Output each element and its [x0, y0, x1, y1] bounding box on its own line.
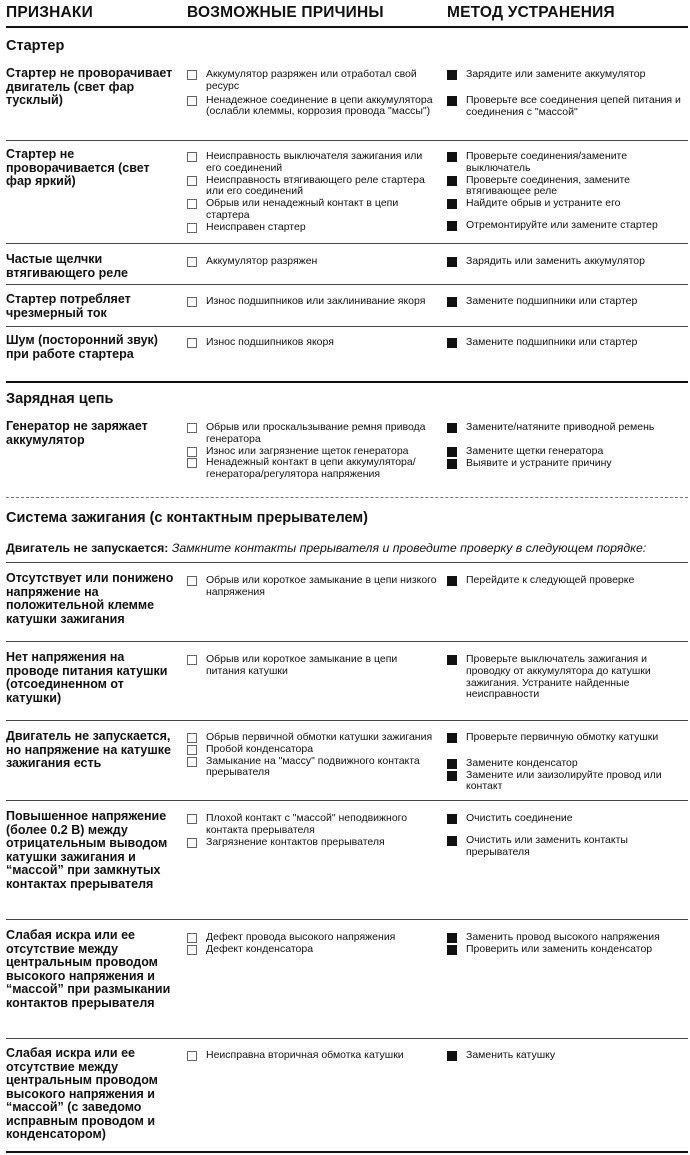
- filled-square-icon: [447, 814, 457, 824]
- fixes-list: [447, 337, 687, 349]
- header-remedy: МЕТОД УСТРАНЕНИЯ: [447, 4, 615, 21]
- checkbox-icon: [187, 814, 197, 824]
- section-title-starter: Стартер: [6, 38, 65, 54]
- cause-item: Плохой контакт с "массой" неподвижного контакта прерывателя: [187, 813, 437, 837]
- fixes-list: [447, 813, 687, 858]
- filled-square-icon: [447, 459, 457, 469]
- fix-item: Проверьте соединения/замените выключатель: [447, 151, 687, 175]
- cause-item: Аккумулятор разряжен или отработал свой ресурс: [187, 69, 437, 93]
- checkbox-icon: [187, 733, 197, 743]
- filled-square-icon: [447, 96, 457, 106]
- fix-item: Проверьте все соединения цепей питания и соединения с "массой": [447, 95, 687, 119]
- cause-item: Замыкание на "массу" подвижного контакта прерывателя: [187, 756, 437, 780]
- row-divider: [6, 243, 688, 244]
- checkbox-icon: [187, 1051, 197, 1061]
- fixes-list: [447, 151, 687, 232]
- checkbox-icon: [187, 199, 197, 209]
- row-divider: [6, 562, 688, 563]
- header-causes: ВОЗМОЖНЫЕ ПРИЧИНЫ: [187, 4, 384, 21]
- fix-item: Найдите обрыв и устраните его: [447, 198, 687, 210]
- row-divider: [6, 326, 688, 327]
- checkbox-icon: [187, 745, 197, 755]
- checkbox-icon: [187, 757, 197, 767]
- symptom-text: Частые щелчки втягивающего реле: [6, 252, 128, 280]
- cause-item: Неисправность втягивающего реле стартера или его соединений: [187, 175, 437, 199]
- checkbox-icon: [187, 655, 197, 665]
- symptom-text: Слабая искра или ее отсутствие между центральным проводом высокого напряжения и “массой” (с заведомо исправным проводом и конденсатором): [6, 1046, 158, 1141]
- fix-item: Выявите и устраните причину: [447, 458, 687, 470]
- fix-item: Заменить провод высокого напряжения: [447, 932, 687, 944]
- cause-item: Загрязнение контактов прерывателя: [187, 837, 437, 849]
- bottom-rule: [6, 1151, 688, 1153]
- filled-square-icon: [447, 423, 457, 433]
- fix-item: Отремонтируйте или замените стартер: [447, 220, 687, 232]
- fix-item: Зарядите или замените аккумулятор: [447, 69, 687, 81]
- fix-item: Проверьте первичную обмотку катушки: [447, 732, 687, 744]
- symptom-text: Стартер не проворачивает двигатель (свет фар тусклый): [6, 66, 173, 107]
- fix-item: Очистить или заменить контакты прерывателя: [447, 835, 687, 859]
- fixes-list: [447, 654, 687, 701]
- cause-item: Обрыв или короткое замыкание в цепи питания катушки: [187, 654, 437, 678]
- checkbox-icon: [187, 176, 197, 186]
- filled-square-icon: [447, 447, 457, 457]
- cause-item: Аккумулятор разряжен: [187, 256, 437, 268]
- filled-square-icon: [447, 221, 457, 231]
- checkbox-icon: [187, 423, 197, 433]
- fix-item: Замените или заизолируйте провод или контакт: [447, 770, 687, 794]
- causes-list: [187, 575, 437, 599]
- cause-item: Ненадежный контакт в цепи аккумулятора/генератора/регулятора напряжения: [187, 457, 437, 481]
- checkbox-icon: [187, 297, 197, 307]
- cause-item: Обрыв или проскальзывание ремня привода генератора: [187, 422, 437, 446]
- section-rule: [6, 497, 688, 498]
- fix-item: Заменить катушку: [447, 1050, 687, 1062]
- cause-item: Износ подшипников якоря: [187, 337, 437, 349]
- fixes-list: [447, 1050, 687, 1062]
- causes-list: [187, 337, 437, 349]
- cause-item: Ненадежное соединение в цепи аккумулятора (ослабли клеммы, коррозия провода "массы"): [187, 95, 437, 119]
- fix-item: Замените подшипники или стартер: [447, 337, 687, 349]
- filled-square-icon: [447, 576, 457, 586]
- filled-square-icon: [447, 297, 457, 307]
- fixes-list: [447, 932, 687, 956]
- filled-square-icon: [447, 836, 457, 846]
- filled-square-icon: [447, 176, 457, 186]
- row-divider: [6, 284, 688, 285]
- fixes-list: [447, 256, 687, 268]
- cause-item: Неисправность выключателя зажигания или его соединений: [187, 151, 437, 175]
- filled-square-icon: [447, 1051, 457, 1061]
- cause-item: Неисправен стартер: [187, 222, 437, 234]
- symptom-text: Слабая искра или ее отсутствие между центральным проводом высокого напряжения и “массой” при размыкании контактов прерывателя: [6, 928, 171, 1010]
- fix-item: Очистить соединение: [447, 813, 687, 825]
- row-divider: [6, 140, 688, 141]
- filled-square-icon: [447, 655, 457, 665]
- intro-text: [6, 541, 690, 555]
- causes-list: [187, 256, 437, 268]
- causes-list: [187, 732, 437, 779]
- checkbox-icon: [187, 458, 197, 468]
- checkbox-icon: [187, 447, 197, 457]
- cause-item: Пробой конденсатора: [187, 744, 437, 756]
- cause-item: Износ или загрязнение щеток генератора: [187, 446, 437, 458]
- symptom-text: Двигатель не запускается, но напряжение на катушке зажигания есть: [6, 729, 171, 770]
- filled-square-icon: [447, 338, 457, 348]
- fix-item: Замените щетки генератора: [447, 446, 687, 458]
- checkbox-icon: [187, 152, 197, 162]
- symptom-text: Стартер не проворачивается (свет фар яркий): [6, 147, 150, 188]
- symptom-text: Шум (посторонний звук) при работе стартера: [6, 333, 158, 361]
- row-divider: [6, 1038, 688, 1039]
- causes-list: [187, 654, 437, 678]
- checkbox-icon: [187, 933, 197, 943]
- cause-item: Обрыв первичной обмотки катушки зажигания: [187, 732, 437, 744]
- fix-item: Замените конденсатор: [447, 758, 687, 770]
- filled-square-icon: [447, 70, 457, 80]
- checkbox-icon: [187, 338, 197, 348]
- filled-square-icon: [447, 199, 457, 209]
- header-rule: [6, 26, 688, 28]
- section-title-ignition: Система зажигания (с контактным прерывателем): [6, 510, 368, 526]
- cause-item: Обрыв или ненадежный контакт в цепи стартера: [187, 198, 437, 222]
- filled-square-icon: [447, 152, 457, 162]
- symptom-text: Стартер потребляет чрезмерный ток: [6, 292, 131, 320]
- section-rule: [6, 381, 688, 383]
- intro-rest: Замкните контакты прерывателя и проведите проверку в следующем порядке:: [171, 541, 647, 555]
- filled-square-icon: [447, 771, 457, 781]
- fixes-list: [447, 732, 687, 793]
- fix-item: Замените/натяните приводной ремень: [447, 422, 687, 434]
- fix-item: Проверьте соединения, замените втягивающее реле: [447, 175, 687, 199]
- symptom-text: Отсутствует или понижено напряжение на положительной клемме катушки зажигания: [6, 571, 174, 626]
- causes-list: [187, 422, 437, 481]
- causes-list: [187, 296, 437, 308]
- symptom-text: Повышенное напряжение (более 0.2 В) между отрицательным выводом катушки зажигания и “массой” при замкнутых контактах прерывателя: [6, 809, 168, 891]
- causes-list: [187, 1050, 437, 1062]
- checkbox-icon: [187, 257, 197, 267]
- checkbox-icon: [187, 223, 197, 233]
- fix-item: Зарядить или заменить аккумулятор: [447, 256, 687, 268]
- cause-item: Обрыв или короткое замыкание в цепи низкого напряжения: [187, 575, 437, 599]
- fix-item: Перейдите к следующей проверке: [447, 575, 687, 587]
- symptom-text: Нет напряжения на проводе питания катушки (отсоединенном от катушки): [6, 650, 168, 705]
- section-title-charging: Зарядная цепь: [6, 391, 114, 407]
- causes-list: [187, 813, 437, 848]
- cause-item: Неисправна вторичная обмотка катушки: [187, 1050, 437, 1062]
- symptom-text: Генератор не заряжает аккумулятор: [6, 419, 148, 447]
- fixes-list: [447, 575, 687, 587]
- causes-list: [187, 932, 437, 956]
- cause-item: Дефект конденсатора: [187, 944, 437, 956]
- intro-lead: Двигатель не запускается:: [6, 541, 169, 555]
- fixes-list: [447, 296, 687, 308]
- header-symptoms: ПРИЗНАКИ: [6, 4, 93, 21]
- causes-list: [187, 151, 437, 234]
- row-divider: [6, 919, 688, 920]
- checkbox-icon: [187, 945, 197, 955]
- filled-square-icon: [447, 733, 457, 743]
- checkbox-icon: [187, 70, 197, 80]
- cause-item: Дефект провода высокого напряжения: [187, 932, 437, 944]
- checkbox-icon: [187, 576, 197, 586]
- filled-square-icon: [447, 945, 457, 955]
- filled-square-icon: [447, 933, 457, 943]
- checkbox-icon: [187, 838, 197, 848]
- filled-square-icon: [447, 257, 457, 267]
- fixes-list: [447, 422, 687, 469]
- row-divider: [6, 641, 688, 642]
- checkbox-icon: [187, 96, 197, 106]
- filled-square-icon: [447, 759, 457, 769]
- fixes-list: [447, 69, 687, 118]
- row-divider: [6, 720, 688, 721]
- fix-item: Проверьте выключатель зажигания и проводку от аккумулятора до катушки зажигания. Устраните найденные неисправности: [447, 654, 687, 701]
- row-divider: [6, 800, 688, 801]
- cause-item: Износ подшипников или заклинивание якоря: [187, 296, 437, 308]
- fix-item: Проверить или заменить конденсатор: [447, 944, 687, 956]
- causes-list: [187, 69, 437, 118]
- fix-item: Замените подшипники или стартер: [447, 296, 687, 308]
